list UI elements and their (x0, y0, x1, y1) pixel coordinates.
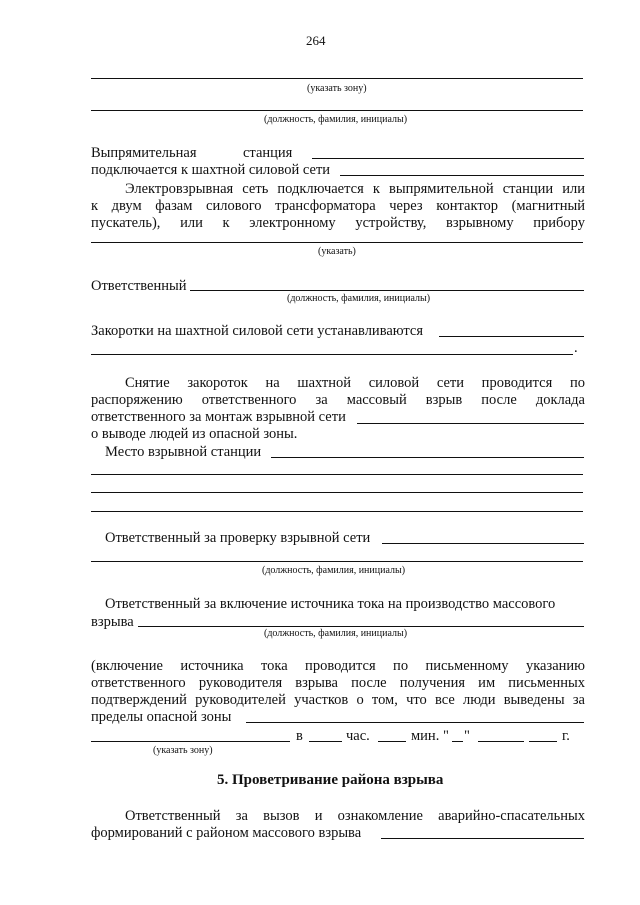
fill-line-rectifier[interactable] (312, 158, 584, 159)
time-year: г. (562, 728, 570, 744)
blast-station-label: Место взрывной станции (105, 444, 262, 460)
power-on-line2: взрыва (91, 614, 134, 630)
responsible-label: Ответственный (91, 278, 187, 294)
fill-line-position[interactable] (91, 110, 583, 111)
fill-line-year[interactable] (529, 741, 557, 742)
note-line2: ответственного руководителя взрыва после получения им письменных (91, 675, 585, 691)
caption-zone-2: (указать зону) (153, 745, 213, 756)
fill-line-rectifier-network[interactable] (340, 175, 584, 176)
caption-position-3: (должность, фамилия, инициалы) (262, 565, 406, 576)
fill-line-min[interactable] (378, 741, 406, 742)
fill-line-shorts[interactable] (439, 336, 584, 337)
network-line3: пускатель), или к электронному устройству, взрывному прибору (91, 215, 585, 231)
removal-line2: распоряжению ответственного за массовый взрыв после доклада (91, 392, 585, 408)
time-hour: час. (346, 728, 370, 744)
network-line2: к двум фазам силового трансформатора через контактор (магнитный (91, 198, 585, 214)
page-number: 264 (306, 33, 326, 48)
fill-line-blast-station[interactable] (271, 457, 584, 458)
rescue-line2: формирований с районом массового взрыва (91, 825, 362, 841)
caption-position: (должность, фамилия, инициалы) (264, 114, 408, 125)
rescue-line1: Ответственный за вызов и ознакомление аварийно-спасательных (125, 808, 585, 824)
rectifier-word2: станция (243, 145, 293, 161)
fill-line-month[interactable] (478, 741, 524, 742)
fill-line-check-2[interactable] (91, 561, 583, 562)
note-line3: подтверждений руководителей участков о том, что все люди выведены за (91, 692, 585, 708)
fill-line-rescue[interactable] (381, 838, 584, 839)
fill-line-mounting[interactable] (357, 423, 584, 424)
caption-zone: (указать зону) (307, 83, 367, 94)
fill-line-specify[interactable] (91, 242, 583, 243)
network-line1: Электровзрывная сеть подключается к выпрямительной станции или (125, 181, 585, 197)
fill-line-blast-station-4[interactable] (91, 511, 583, 512)
fill-line-day[interactable] (452, 741, 463, 742)
rectifier-line2: подключается к шахтной силовой сети (91, 162, 331, 178)
fill-line-blast-station-3[interactable] (91, 492, 583, 493)
fill-line-time-zone[interactable] (91, 741, 290, 742)
power-on-line1: Ответственный за включение источника тока на производство массового (105, 596, 556, 612)
time-v: в (296, 728, 303, 744)
removal-line1: Снятие закороток на шахтной силовой сети проводится по (125, 375, 585, 391)
fill-line-shorts-2[interactable] (91, 354, 573, 355)
fill-line-blast-station-2[interactable] (91, 474, 583, 475)
removal-line3: ответственного за монтаж взрывной сети (91, 409, 346, 425)
time-quote: " (464, 728, 470, 744)
shorts-dot: . (574, 340, 578, 356)
caption-position-2: (должность, фамилия, инициалы) (287, 293, 431, 304)
fill-line-check[interactable] (382, 543, 584, 544)
rectifier-word1: Выпрямительная (91, 145, 197, 161)
time-min: мин. " (411, 728, 449, 744)
shorts-line: Закоротки на шахтной силовой сети устанавливаются (91, 323, 424, 339)
removal-line4: о выводе людей из опасной зоны. (91, 426, 298, 442)
check-label: Ответственный за проверку взрывной сети (105, 530, 371, 546)
fill-line-hour[interactable] (309, 741, 342, 742)
fill-line-responsible[interactable] (190, 290, 584, 291)
caption-position-4: (должность, фамилия, инициалы) (264, 628, 408, 639)
fill-line-danger-zone[interactable] (246, 722, 584, 723)
caption-specify: (указать) (318, 246, 356, 257)
fill-line-power-on[interactable] (138, 626, 584, 627)
note-line4: пределы опасной зоны (91, 709, 232, 725)
section-5-heading: 5. Проветривание района взрыва (217, 772, 444, 788)
fill-line-zone[interactable] (91, 78, 583, 79)
note-line1: (включение источника тока проводится по письменному указанию (91, 658, 585, 674)
